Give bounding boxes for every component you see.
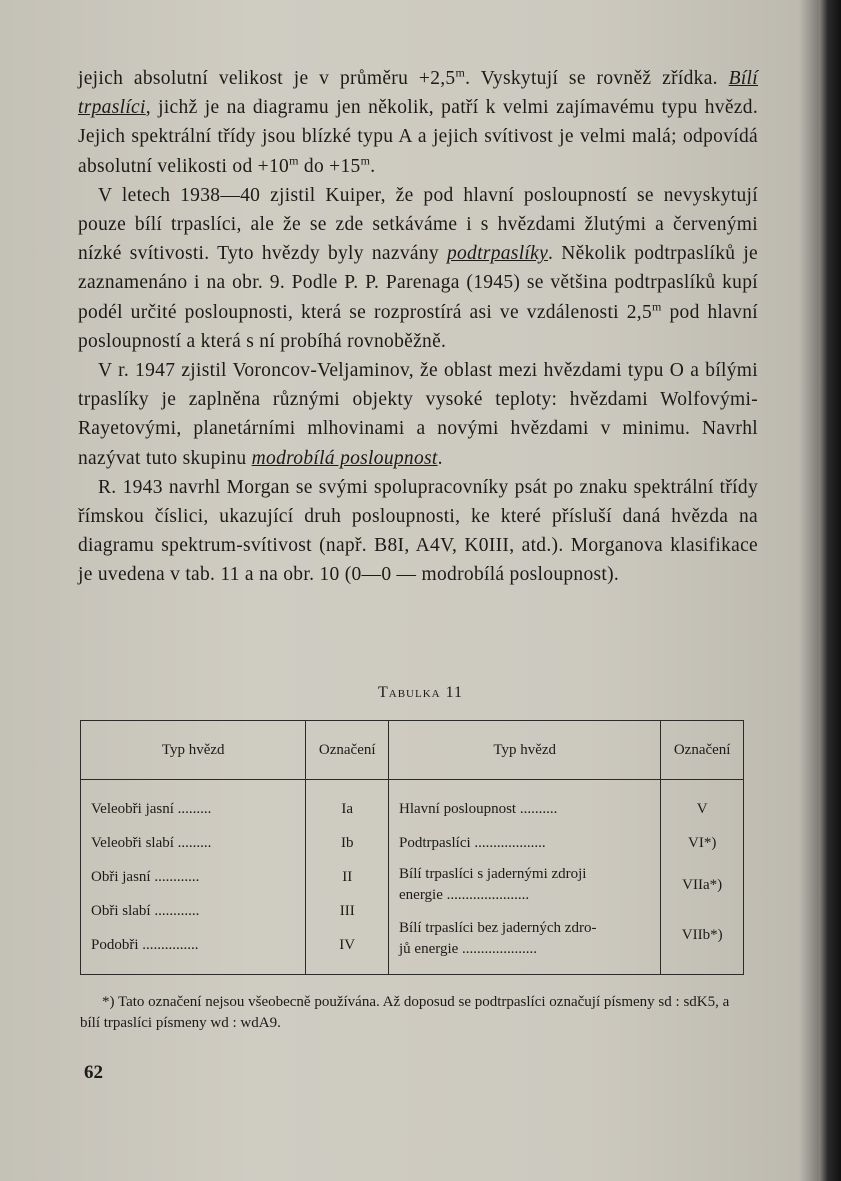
header-code-right: Označení bbox=[661, 721, 744, 780]
table-cell: Obři jasní ............ bbox=[91, 869, 200, 885]
left-types-cell bbox=[81, 780, 306, 975]
table-cell: V bbox=[696, 801, 708, 817]
table-cell-line: Bílí trpaslíci s jadernými zdroji bbox=[399, 866, 587, 882]
table-cell: VIIb*) bbox=[681, 927, 723, 943]
table-cell: Podtrpaslíci ................... bbox=[399, 835, 546, 851]
classification-table bbox=[80, 720, 744, 975]
table-cell: Hlavní posloupnost .......... bbox=[399, 801, 558, 817]
header-code-left: Označení bbox=[306, 721, 389, 780]
paragraph-1: jejich absolutní velikost je v průměru $+2,5^m$. Vyskytují se rovněž zřídka. Bílí trpaslíci, jichž je na diagramu jen několik, patří k velmi zajímavému typu hvězd. Jejich spektrální třídy jsou blízké typu A a jejich svítivost je velmi malá; odpovídá absolutní velikosti od $+10^m$ do $+15^m$. bbox=[78, 65, 758, 177]
footnote bbox=[80, 992, 750, 1034]
table-cell-line: Bílí trpaslíci bez jaderných zdro- bbox=[399, 920, 597, 936]
table-cell: Obři slabí ............ bbox=[91, 903, 200, 919]
table-cell: II bbox=[342, 869, 353, 885]
paragraph-2: V letech 1938—40 zjistil Kuiper, že pod hlavní posloupností se nevyskytují pouze bílí trpaslíci, ale že se zde setkáváme i s hvězdami žlutými a červenými nízké svítivosti. Tyto hvězdy byly nazvány podtrpaslíky. Několik podtrpaslíků je zaznamenáno i na obr. 9. Podle P. P. Parenaga (1945) se většina podtrpaslíků kupí podél určité posloupnosti, která se rozprostírá asi ve vzdálenosti 2,5$^m$ pod hlavní posloupností a která s ní probíhá rovnoběžně. bbox=[78, 184, 758, 352]
body-text bbox=[78, 64, 758, 590]
table-cell-line: jů energie .................... bbox=[399, 941, 538, 957]
table-cell: Veleobři slabí ......... bbox=[91, 835, 212, 851]
table-cell-multiline bbox=[399, 860, 650, 910]
right-types-cell bbox=[389, 780, 661, 975]
table-cell: Ib bbox=[340, 835, 354, 851]
left-codes-cell bbox=[306, 780, 389, 975]
table-cell: Ia bbox=[341, 801, 354, 817]
page-edge-shadow bbox=[819, 0, 841, 1181]
header-star-type-left: Typ hvězd bbox=[81, 721, 306, 780]
table-cell: VIIa*) bbox=[682, 877, 723, 893]
table-body-row bbox=[81, 780, 744, 975]
table-cell-multiline bbox=[399, 910, 650, 964]
table-cell: VI*) bbox=[688, 835, 717, 851]
table-cell: III bbox=[339, 903, 355, 919]
right-codes-cell bbox=[661, 780, 744, 975]
header-star-type-right: Typ hvězd bbox=[389, 721, 661, 780]
table-cell-line: energie ...................... bbox=[399, 887, 530, 903]
page-number: 62 bbox=[84, 1062, 103, 1083]
paragraph-3: V r. 1947 zjistil Voroncov-Veljaminov, že oblast mezi hvězdami typu O a bílými trpaslíky je zaplněna různými objekty vysoké teploty: hvězdami Wolfovými-Rayetovými, planetárními mlhovinami a novými hvězdami v minimu. Navrhl nazývat tuto skupinu modrobílá posloupnost. bbox=[78, 360, 758, 469]
table-caption: Tabulka 11 bbox=[377, 684, 463, 701]
footnote-text: *) Tato označení nejsou všeobecně používána. Až doposud se podtrpaslíci označují písmeny sd : sdK5, a bílí trpaslíci písmeny wd : wdA9. bbox=[80, 994, 730, 1031]
paragraph-4: R. 1943 navrhl Morgan se svými spolupracovníky psát po znaku spektrální třídy římskou číslici, ukazující druh posloupnosti, ke které přísluší daná hvězda na diagramu spektrum-svítivost (např. B8I, A4V, K0III, atd.). Morganova klasifikace je uvedena v tab. 11 a na obr. 10 (0—0 — modrobílá posloupnost). bbox=[78, 476, 758, 586]
table-cell: IV bbox=[339, 937, 356, 953]
table-cell: Veleobři jasní ......... bbox=[91, 801, 212, 817]
table-cell: Podobři ............... bbox=[91, 937, 199, 953]
